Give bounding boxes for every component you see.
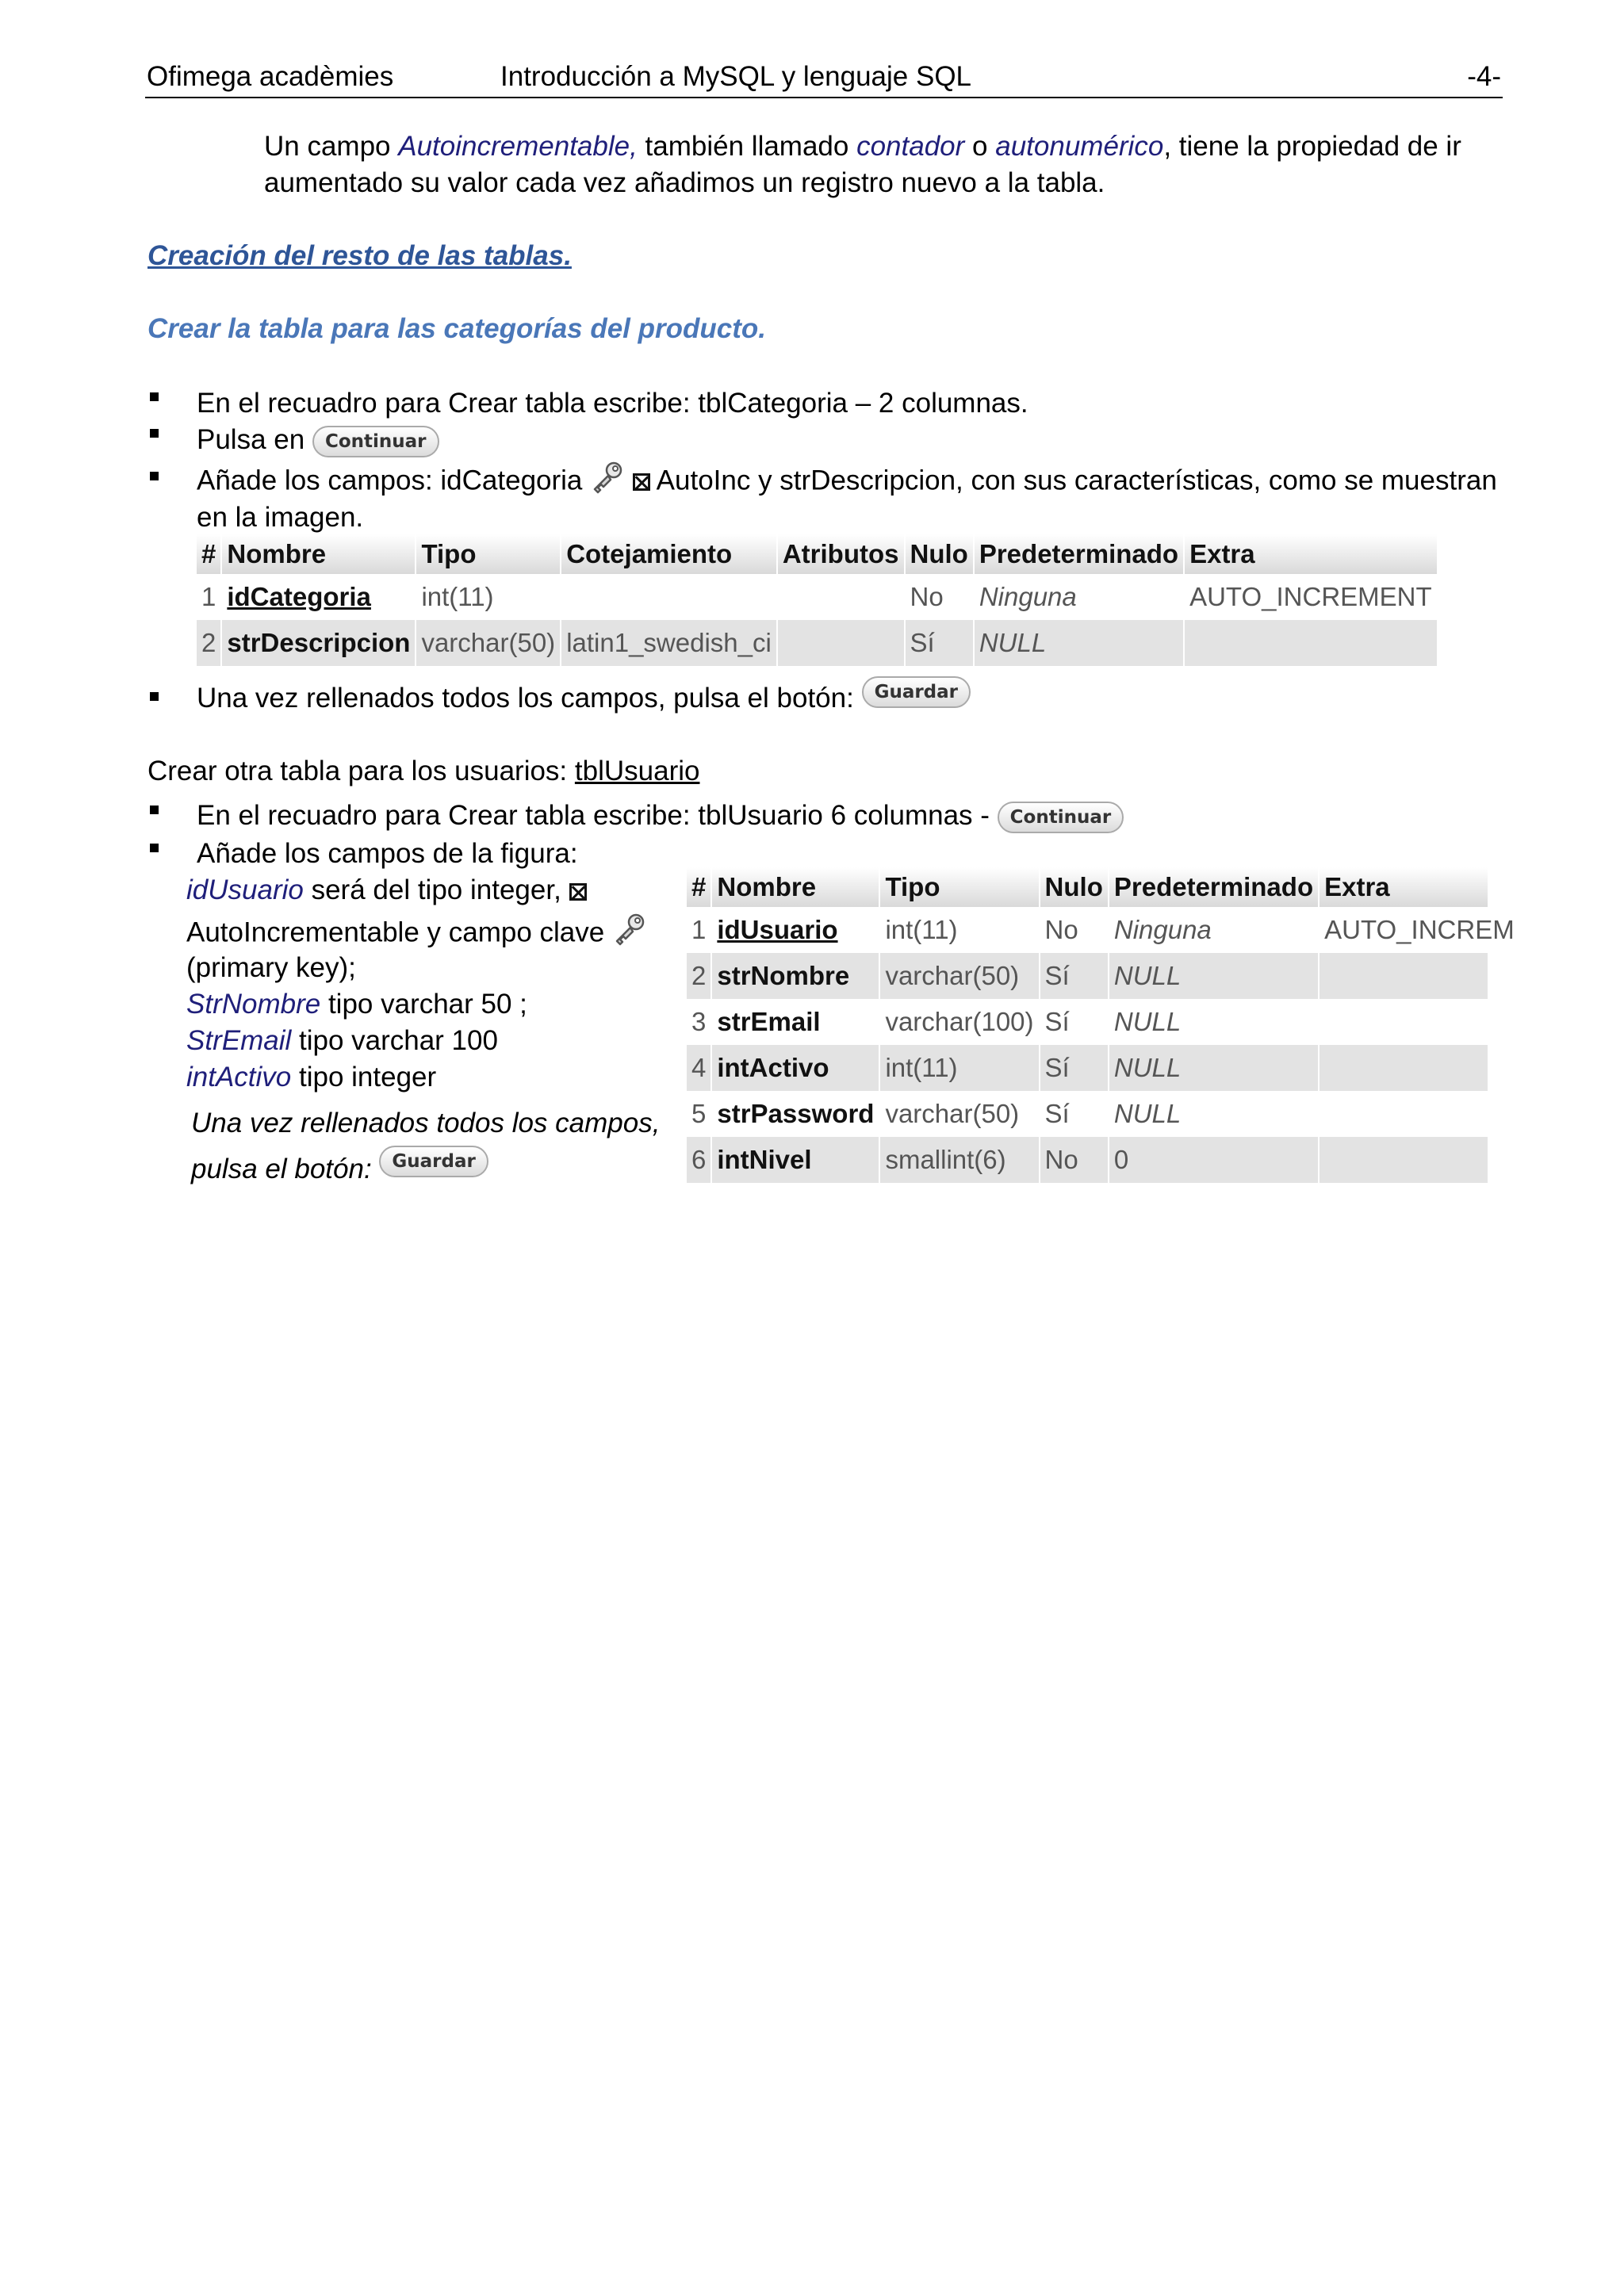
- term-contador: contador: [856, 131, 965, 162]
- intro-text: o: [964, 131, 996, 162]
- col-header: Nombre: [222, 534, 415, 574]
- bullet-marker: [150, 692, 159, 701]
- desc-text: tipo varchar 100: [291, 1025, 498, 1056]
- cell: int(11): [416, 574, 560, 620]
- checkbox-checked-icon: [633, 473, 650, 491]
- subsection-heading: Crear la tabla para las categorías del producto.: [147, 313, 766, 344]
- cell: [1320, 1045, 1488, 1091]
- checkbox-checked-icon: [569, 883, 587, 901]
- table-row: [197, 574, 1437, 620]
- cell: smallint(6): [880, 1137, 1038, 1183]
- cell: AUTO_INCREM: [1320, 907, 1488, 953]
- cell-field-name[interactable]: strEmail: [712, 999, 879, 1045]
- table-usuario: [685, 867, 1515, 1183]
- bullet-tblusuario: [197, 798, 1124, 834]
- primary-key-icon: [590, 460, 625, 504]
- cell: [1185, 620, 1437, 666]
- intro-line-2: aumentado su valor cada vez añadimos un registro nuevo a la tabla.: [264, 167, 1105, 198]
- cell: [778, 620, 904, 666]
- table-row: [687, 907, 1488, 953]
- col-header: Nombre: [712, 867, 879, 907]
- section2-title: [147, 753, 699, 790]
- page-header: [145, 57, 1503, 98]
- table-row: [687, 953, 1488, 999]
- cell: NULL: [1109, 1091, 1318, 1137]
- col-header: Extra: [1185, 534, 1437, 574]
- table-row: [687, 1045, 1488, 1091]
- cell: NULL: [1109, 1045, 1318, 1091]
- cell: NULL: [975, 620, 1183, 666]
- cell-field-name[interactable]: strDescripcion: [222, 620, 415, 666]
- header-center: Introducción a MySQL y lenguaje SQL: [500, 61, 972, 92]
- cell: 2: [197, 620, 220, 666]
- table-row: [687, 1137, 1488, 1183]
- guardar-button[interactable]: Guardar: [379, 1146, 488, 1177]
- bullet-marker: [150, 844, 159, 852]
- intro-line-1: [264, 128, 1461, 165]
- bullet-text: En el recuadro para Crear tabla escribe: tblUsuario 6 columnas -: [197, 800, 990, 831]
- continuar-button[interactable]: Continuar: [998, 802, 1124, 833]
- cell: [1320, 1137, 1488, 1183]
- bullet-text: Pulsa en: [197, 424, 305, 455]
- cell: Sí: [1040, 953, 1108, 999]
- col-header: Predeterminado: [975, 534, 1183, 574]
- bullet-text: AutoInc y strDescripcion, con sus características, como se muestran: [656, 465, 1497, 496]
- cell: varchar(50): [880, 1091, 1038, 1137]
- cell: Ninguna: [975, 574, 1183, 620]
- cell: 1: [197, 574, 220, 620]
- cell: [1320, 953, 1488, 999]
- cell: NULL: [1109, 953, 1318, 999]
- field-stremail: StrEmail: [186, 1025, 292, 1056]
- col-header: Extra: [1320, 867, 1488, 907]
- cell: NULL: [1109, 999, 1318, 1045]
- table-name-tblusuario: tblUsuario: [574, 756, 700, 786]
- table-header-row: [687, 867, 1488, 907]
- col-header: #: [687, 867, 710, 907]
- cell-field-name[interactable]: idCategoria: [222, 574, 415, 620]
- cell: No: [1040, 907, 1108, 953]
- cell: varchar(100): [880, 999, 1038, 1045]
- bullet-guardar: [197, 680, 971, 717]
- desc-pulsa: [191, 1151, 488, 1188]
- col-header: Nulo: [1040, 867, 1108, 907]
- cell: No: [1040, 1137, 1108, 1183]
- cell-field-name[interactable]: strNombre: [712, 953, 879, 999]
- col-header: #: [197, 534, 220, 574]
- desc-text: pulsa el botón:: [191, 1154, 372, 1184]
- table-row: [197, 620, 1437, 666]
- section-heading: Creación del resto de las tablas.: [147, 240, 572, 271]
- cell: [1320, 999, 1488, 1045]
- guardar-button[interactable]: Guardar: [862, 676, 971, 708]
- intro-text: Un campo: [264, 131, 399, 162]
- col-header: Atributos: [778, 534, 904, 574]
- page-number: -4-: [1467, 61, 1501, 92]
- col-header: Cotejamiento: [561, 534, 776, 574]
- bullet-campos: [197, 460, 1497, 504]
- cell-field-name[interactable]: strPassword: [712, 1091, 879, 1137]
- bullet-text: Una vez rellenados todos los campos, pulsa el botón:: [197, 683, 854, 714]
- bullet-text: En el recuadro para Crear tabla escribe: tblCategoria – 2 columnas.: [197, 388, 1028, 419]
- cell: 2: [687, 953, 710, 999]
- table-categoria: [195, 534, 1438, 666]
- bullet-text-continued: en la imagen.: [197, 502, 364, 533]
- header-left: Ofimega acadèmies: [147, 61, 394, 92]
- cell: AUTO_INCREMENT: [1185, 574, 1437, 620]
- section2-title-text: Crear otra tabla para los usuarios:: [147, 756, 575, 786]
- col-header: Tipo: [416, 534, 560, 574]
- intro-text: también llamado: [637, 131, 857, 162]
- cell: [1320, 1091, 1488, 1137]
- cell: Sí: [906, 620, 973, 666]
- desc-text: tipo varchar 50 ;: [320, 989, 527, 1020]
- continuar-button[interactable]: Continuar: [312, 426, 439, 457]
- cell: varchar(50): [880, 953, 1038, 999]
- cell: int(11): [880, 1045, 1038, 1091]
- bullet-text: Añade los campos de la figura:: [197, 838, 578, 869]
- cell-field-name[interactable]: intNivel: [712, 1137, 879, 1183]
- col-header: Tipo: [880, 867, 1038, 907]
- cell: 6: [687, 1137, 710, 1183]
- field-intactivo: intActivo: [186, 1062, 292, 1093]
- desc-strnombre: [186, 986, 527, 1023]
- term-autonumerico: autonumérico: [995, 131, 1164, 162]
- cell: 5: [687, 1091, 710, 1137]
- cell: Sí: [1040, 1045, 1108, 1091]
- cell: 1: [687, 907, 710, 953]
- cell: [561, 574, 776, 620]
- col-header: Nulo: [906, 534, 973, 574]
- bullet-marker: [150, 472, 159, 480]
- cell: Ninguna: [1109, 907, 1318, 953]
- bullet-marker: [150, 392, 159, 401]
- cell: 0: [1109, 1137, 1318, 1183]
- bullet-marker: [150, 429, 159, 438]
- field-strnombre: StrNombre: [186, 989, 321, 1020]
- cell-field-name[interactable]: intActivo: [712, 1045, 879, 1091]
- cell: latin1_swedish_ci: [561, 620, 776, 666]
- term-autoincrementable: Autoincrementable,: [398, 131, 638, 162]
- cell: int(11): [880, 907, 1038, 953]
- cell: varchar(50): [416, 620, 560, 666]
- desc-stremail: [186, 1023, 498, 1059]
- desc-idusuario: [186, 872, 587, 909]
- intro-text: , tiene la propiedad de ir: [1163, 131, 1461, 162]
- cell: 4: [687, 1045, 710, 1091]
- cell-field-name[interactable]: idUsuario: [712, 907, 879, 953]
- cell: [778, 574, 904, 620]
- desc-text: tipo integer: [291, 1062, 437, 1093]
- cell: 3: [687, 999, 710, 1045]
- field-idusuario: idUsuario: [186, 874, 304, 905]
- bullet-marker: [150, 806, 159, 814]
- desc-rellenados: Una vez rellenados todos los campos,: [191, 1108, 661, 1138]
- desc-text: será del tipo integer,: [303, 874, 561, 905]
- cell: No: [906, 574, 973, 620]
- cell: Sí: [1040, 1091, 1108, 1137]
- primary-key-icon: [612, 912, 647, 956]
- bullet-text: Añade los campos: idCategoria: [197, 465, 583, 496]
- table-row: [687, 1091, 1488, 1137]
- desc-text: AutoIncrementable y campo clave: [186, 916, 605, 948]
- col-header: Predeterminado: [1109, 867, 1318, 907]
- cell: Sí: [1040, 999, 1108, 1045]
- table-row: [687, 999, 1488, 1045]
- bullet-pulsa: [197, 422, 439, 458]
- table-header-row: [197, 534, 1437, 574]
- desc-intactivo: [186, 1059, 436, 1096]
- desc-primary-key: (primary key);: [186, 952, 356, 983]
